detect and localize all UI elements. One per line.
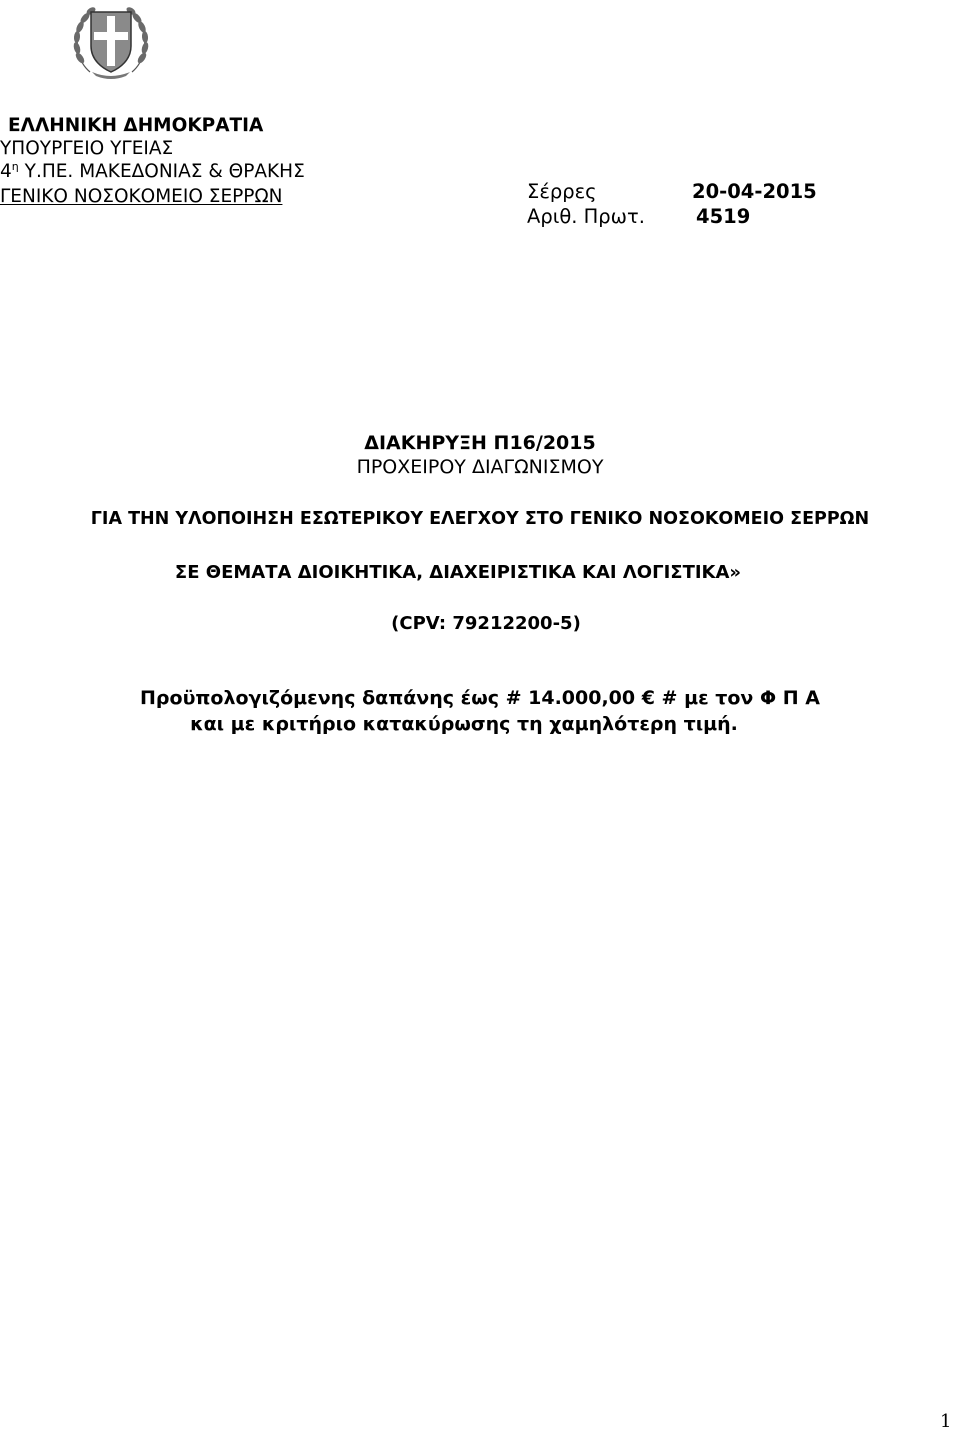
ministry-label: ΥΠΟΥΡΓΕΙΟ ΥΓΕΙΑΣ (0, 138, 174, 159)
region-name: Υ.ΠΕ. ΜΑΚΕΔΟΝΙΑΣ & ΘΡΑΚΗΣ (18, 161, 305, 182)
protocol-label: Αριθ. Πρωτ. (527, 205, 645, 228)
announcement-title: ΔΙΑΚΗΡΥΞΗ Π16/2015 (364, 432, 596, 454)
budget-line-2: και με κριτήριο κατακύρωσης τη χαμηλότερη τιμή. (190, 713, 738, 735)
hospital-name: ΓΕΝΙΚΟ ΝΟΣΟΚΟΜΕΙΟ ΣΕΡΡΩΝ (0, 186, 283, 207)
subject-line-2: ΣΕ ΘΕΜΑΤΑ ΔΙΟΙΚΗΤΙΚΑ, ΔΙΑΧΕΙΡΙΣΤΙΚΑ ΚΑΙ ΛΟΓΙΣΤΙΚΑ» (174, 562, 742, 583)
page-number: 1 (940, 1411, 952, 1432)
greek-coat-of-arms-emblem (70, 2, 152, 80)
health-region-label (0, 160, 305, 183)
budget-line-1: Προϋπολογιζόμενης δαπάνης έως # 14.000,00 € # με τον Φ Π Α (140, 687, 820, 709)
cpv-code: (CPV: 79212200-5) (391, 613, 581, 634)
republic-label: ΕΛΛΗΝΙΚΗ ΔΗΜΟΚΡΑΤΙΑ (8, 115, 264, 136)
region-ordinal-suffix: η (11, 160, 19, 173)
city-label: Σέρρες (527, 180, 597, 203)
protocol-number: 4519 (696, 205, 751, 228)
announcement-subtitle: ΠΡΟΧΕΙΡΟΥ ΔΙΑΓΩΝΙΣΜΟΥ (356, 456, 604, 478)
subject-line-1: ΓΙΑ ΤΗΝ ΥΛΟΠΟΙΗΣΗ ΕΣΩΤΕΡΙΚΟΥ ΕΛΕΓΧΟΥ ΣΤΟ ΓΕΝΙΚΟ ΝΟΣΟΚΟΜΕΙΟ ΣΕΡΡΩΝ (90, 509, 870, 529)
document-date: 20-04-2015 (692, 180, 817, 203)
region-number: 4 (0, 161, 12, 182)
